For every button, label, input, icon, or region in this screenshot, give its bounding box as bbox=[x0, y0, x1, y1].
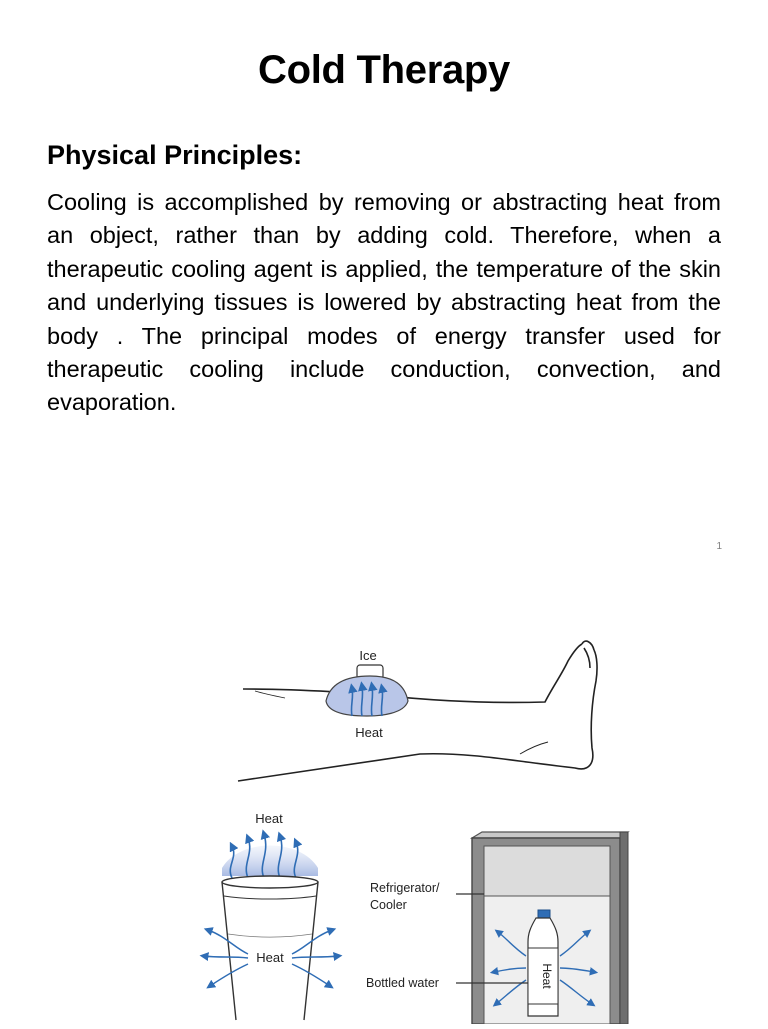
refrigerator-drawing bbox=[366, 832, 628, 1024]
section-heading: Physical Principles: bbox=[47, 140, 303, 170]
page-title: Cold Therapy bbox=[258, 48, 510, 92]
fridge-label-line2: Cooler bbox=[370, 898, 407, 912]
page-number: 1 bbox=[716, 541, 722, 552]
leg-heat-label: Heat bbox=[355, 725, 383, 740]
cooling-illustration bbox=[0, 576, 768, 1024]
cup-heat-label: Heat bbox=[256, 950, 284, 965]
cup-drawing bbox=[204, 811, 338, 1020]
leg-drawing bbox=[238, 641, 597, 781]
ice-bag bbox=[326, 648, 408, 740]
bottled-water-label: Bottled water bbox=[366, 976, 439, 990]
bottle-heat-text: Heat bbox=[540, 963, 554, 989]
steam-cloud bbox=[222, 846, 318, 877]
cup-top-heat-label: Heat bbox=[255, 811, 283, 826]
body-paragraph: Cooling is accomplished by removing or abstracting heat from an object, rather than by adding cold. Therefore, when a therapeutic cooling agent is applied, the temperature of the skin and underlying tissues is lowered by abstracting heat from the body . The principal modes of energy transfer used for therapeutic cooling include conduction, convection, and evaporation. bbox=[47, 189, 721, 416]
water-bottle bbox=[528, 910, 558, 1016]
cooling-illustration-svg bbox=[0, 576, 768, 1024]
fridge-label-line1: Refrigerator/ bbox=[370, 881, 440, 895]
ice-bag-body bbox=[326, 676, 408, 716]
ice-label: Ice bbox=[359, 648, 377, 663]
